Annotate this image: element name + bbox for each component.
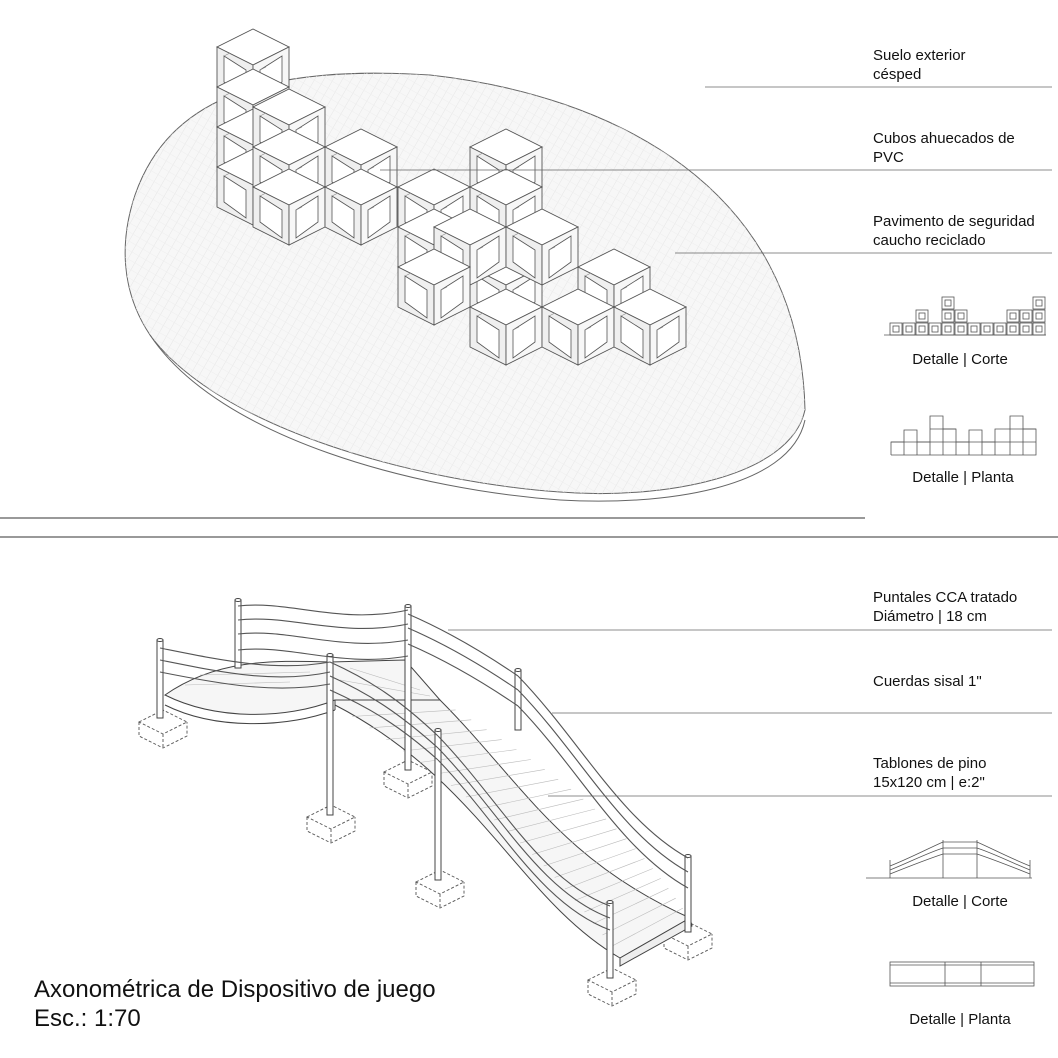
caption-bottom-plan-detail: Detalle | Planta	[909, 1011, 1011, 1028]
label-pvc-cubes	[873, 129, 1015, 167]
drawing-title	[34, 975, 436, 1033]
section-cell-hole	[919, 326, 925, 332]
section-cell	[916, 323, 928, 335]
section-cell-hole	[893, 326, 899, 332]
scale-text: Esc.: 1:70	[34, 1005, 141, 1032]
section-cell-hole	[1010, 326, 1016, 332]
label-line: Puntales CCA tratado	[873, 589, 1018, 606]
label-safety-paving	[873, 212, 1035, 250]
label-line: Suelo exterior	[873, 47, 966, 64]
label-treated-posts	[873, 588, 1017, 626]
wood-post	[607, 901, 613, 979]
section-cell	[1033, 297, 1045, 309]
section-cell	[968, 323, 980, 335]
wood-post	[157, 639, 163, 719]
section-cell-hole	[1023, 326, 1029, 332]
section-cell	[942, 323, 954, 335]
section-cell-hole	[984, 326, 990, 332]
section-cell-hole	[1036, 300, 1042, 306]
section-cell	[1007, 310, 1019, 322]
section-cell	[942, 310, 954, 322]
structure-section-detail	[866, 840, 1032, 878]
section-cell-hole	[945, 300, 951, 306]
section-cell	[994, 323, 1006, 335]
label-line: PVC	[873, 149, 904, 166]
section-cell-hole	[945, 313, 951, 319]
label-line: césped	[873, 66, 922, 83]
section-cell	[929, 323, 941, 335]
label-line: Pavimento de seguridad	[873, 213, 1035, 230]
section-cell	[1007, 323, 1019, 335]
caption-top-section-detail: Detalle | Corte	[912, 351, 1008, 368]
section-cell-hole	[958, 326, 964, 332]
label-line: 15x120 cm | e:2"	[873, 774, 985, 791]
label-ground-grass	[873, 46, 966, 84]
label-pine-planks	[873, 754, 986, 792]
section-cell-hole	[945, 326, 951, 332]
section-cell-hole	[971, 326, 977, 332]
section-cell	[903, 323, 915, 335]
caption-top-plan-detail: Detalle | Planta	[912, 469, 1014, 486]
section-cell-hole	[1023, 313, 1029, 319]
label-line: Tablones de pino	[873, 755, 987, 772]
section-cell	[890, 323, 902, 335]
section-cell	[942, 297, 954, 309]
title-text: Axonométrica de Dispositivo de juego	[34, 976, 436, 1003]
section-cell	[981, 323, 993, 335]
section-cell	[1033, 310, 1045, 322]
label-line: Diámetro | 18 cm	[873, 608, 987, 625]
cube-plan-detail	[891, 416, 1036, 455]
wood-post	[327, 654, 333, 816]
section-cell	[955, 310, 967, 322]
section-cell-hole	[997, 326, 1003, 332]
caption-bottom-section-detail: Detalle | Corte	[912, 893, 1008, 910]
section-cell	[916, 310, 928, 322]
section-cell-hole	[1010, 313, 1016, 319]
section-cell-hole	[958, 313, 964, 319]
wood-post	[435, 729, 441, 881]
section-cell-hole	[1036, 326, 1042, 332]
cube-section-detail	[884, 297, 1046, 335]
label-line: Cubos ahuecados de	[873, 130, 1015, 147]
section-cell-hole	[919, 313, 925, 319]
play-structure	[157, 599, 692, 979]
section-cell-hole	[906, 326, 912, 332]
panel-divider	[0, 518, 1058, 537]
wood-post	[685, 855, 691, 933]
section-cell-hole	[932, 326, 938, 332]
structure-plan-detail	[890, 962, 1034, 986]
section-cell-hole	[1036, 313, 1042, 319]
section-cell	[955, 323, 967, 335]
label-line: Cuerdas sisal 1"	[873, 673, 982, 690]
section-cell	[1020, 323, 1032, 335]
label-line: caucho reciclado	[873, 232, 986, 249]
section-cell	[1020, 310, 1032, 322]
label-sisal-ropes	[873, 672, 982, 691]
section-cell	[1033, 323, 1045, 335]
